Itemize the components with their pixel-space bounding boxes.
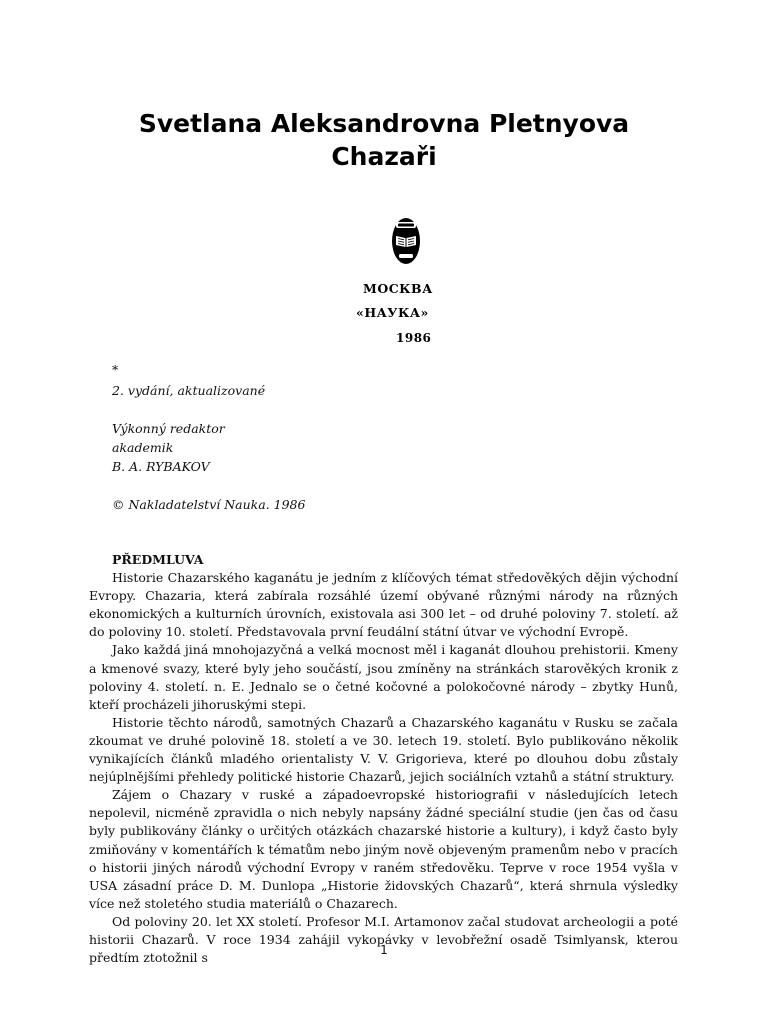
paragraph: Od poloviny 20. let XX století. Profesor M.I. Artamonov začal studovat archeologii a poté historii Chazarů. V roce 1934 zahájil vykopávky v levobřežní osadě Tsimlyansk, kterou předtím ztotožnil s xyxy=(89,913,678,966)
book-emblem-icon xyxy=(390,214,422,266)
imprint-publisher: «НАУКА» xyxy=(356,305,429,320)
imprint-year: 1986 xyxy=(396,331,432,345)
editor-role: Výkonný redaktor xyxy=(112,421,225,436)
copyright-notice: © Nakladatelství Nauka. 1986 xyxy=(112,497,306,512)
asterisk-marker: * xyxy=(112,362,119,377)
paragraph: Zájem o Chazary v ruské a západoevropské historiografii v následujících letech nepolevil, nicméně zpravidla o nich nebyly napsány žádné speciální studie (jen čas od času byly publikovány články o určitých otázkách chazarské historie a kultury), i když často byly zmiňovány v komentářích k tématům nebo jiným nově objeveným pramenům nebo v pracích o historii jiných národů východní Evropy v raném středověku. Teprve v roce 1954 vyšla v USA zásadní práce D. M. Dunlopa „Historie židovských Chazarů“, která shrnula výsledky více než stoletého studia materiálů o Chazarech. xyxy=(89,787,678,911)
paragraph: Historie Chazarského kaganátu je jedním z klíčových témat středověkých dějin východní Evropy. Chazaria, která zabírala rozsáhlé území obývané různými národy na různých ekonomických a kulturních úrovních, existovala asi 300 let – od druhé poloviny 7. století. až do poloviny 10. století. Představovala první feudální státní útvar ve východní Evropě. xyxy=(89,570,678,640)
preface-heading: PŘEDMLUVA xyxy=(112,552,204,567)
paragraph: Jako každá jiná mnohojazyčná a velká mocnost měl i kaganát dlouhou prehistorii. Kmeny a kmenové svazy, které byly jeho součástí, jsou zmíněny na stránkách starověkých kronik z poloviny 4. století. n. E. Jednalo se o četné kočovné a polokočovné národy – zbytky Hunů, kteří procházeli jihoruskými stepi. xyxy=(89,642,678,712)
author-title: Svetlana Aleksandrovna Pletnyova xyxy=(138,109,630,138)
page-number: 1 xyxy=(380,943,388,957)
edition-note: 2. vydání, aktualizované xyxy=(112,383,266,398)
editor-title: akademik xyxy=(112,440,174,455)
book-title: Chazaři xyxy=(331,142,437,171)
editor-name: B. A. RYBAKOV xyxy=(112,459,210,474)
preface-section xyxy=(89,551,678,967)
imprint-city: МОСКВА xyxy=(363,281,433,296)
paragraph: Historie těchto národů, samotných Chazarů a Chazarského kaganátu v Rusku se začala zkoumat ve druhé polovině 18. století a ve 30. letech 19. století. Bylo publikováno několik vynikajících článků mladého orientalisty V. V. Grigorieva, které po dlouhou dobu zůstaly nejúplnějšími přehledy politické historie Chazarů, jejich sociálních vztahů a státní struktury. xyxy=(89,714,678,785)
